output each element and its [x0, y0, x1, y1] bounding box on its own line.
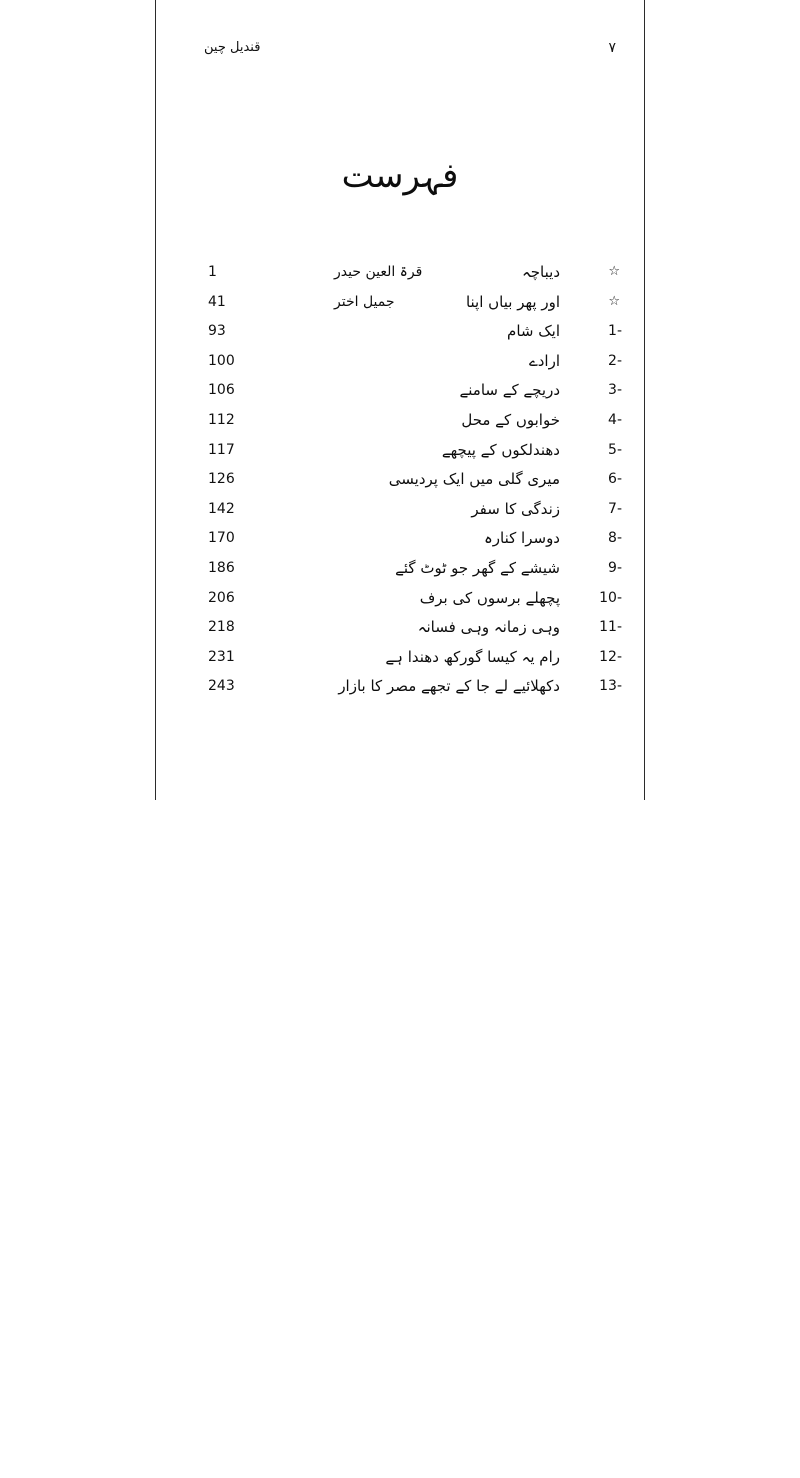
toc-page: 231: [208, 649, 248, 1449]
toc-title: شیشے کے گھر جو ٹوٹ گئے: [395, 558, 560, 577]
toc-title: ایک شام: [507, 322, 560, 341]
toc-author: قرۃ العین حیدر: [334, 264, 423, 280]
book-title: قندیل چین: [204, 40, 261, 55]
toc-page: 126: [208, 471, 248, 1271]
toc-entry: [156, 588, 644, 618]
toc-marker: -10: [599, 589, 622, 606]
page-number: ٧: [608, 40, 616, 56]
toc-marker: -8: [608, 530, 622, 547]
toc-author: جمیل اختر: [334, 293, 395, 310]
toc-marker: -6: [608, 471, 622, 488]
toc-marker: -11: [599, 619, 622, 636]
toc-marker: -7: [608, 500, 622, 517]
toc-page: 1: [208, 264, 248, 1064]
toc-title: زندگی کا سفر: [471, 499, 560, 518]
toc-title: دھندلکوں کے پیچھے: [441, 440, 560, 459]
running-head: [156, 40, 644, 70]
toc-title: خوابوں کے محل: [461, 410, 560, 429]
toc-marker: ☆: [608, 264, 620, 279]
toc-marker: -5: [608, 441, 622, 458]
toc-marker: -9: [608, 559, 622, 576]
table-of-contents: [156, 262, 644, 706]
toc-entry: [156, 469, 644, 499]
toc-page: 218: [208, 619, 248, 1419]
toc-title: وہی زمانہ وہی فسانہ: [417, 618, 560, 637]
toc-entry: [156, 410, 644, 440]
toc-marker: -1: [608, 323, 622, 340]
toc-entry: [156, 440, 644, 470]
toc-title: دوسرا کنارہ: [484, 529, 560, 548]
toc-page: 100: [208, 353, 248, 1153]
toc-marker: -4: [608, 411, 622, 428]
toc-entry: [156, 676, 644, 706]
toc-page: 93: [208, 323, 248, 1123]
toc-entry: [156, 351, 644, 381]
toc-marker: ☆: [608, 293, 620, 309]
toc-entry: [156, 321, 644, 351]
toc-entry: [156, 380, 644, 410]
toc-title: ارادے: [528, 351, 560, 370]
toc-page: 142: [208, 501, 248, 1301]
toc-page: 170: [208, 530, 248, 1330]
toc-entry: [156, 528, 644, 558]
toc-entry: [156, 499, 644, 529]
page-border-right: [644, 0, 645, 800]
toc-entry: [156, 558, 644, 588]
toc-title: میری گلی میں ایک پردیسی: [388, 470, 560, 489]
toc-page: 117: [208, 442, 248, 1242]
toc-title: اور پھر بیاں اپنا: [465, 292, 560, 311]
toc-page: 243: [208, 678, 248, 1478]
toc-title: رام یہ کیسا گورکھ دھندا ہے: [385, 647, 560, 666]
toc-marker: -2: [608, 352, 622, 369]
toc-marker: -13: [599, 678, 622, 695]
toc-title: دیباچہ: [521, 263, 560, 281]
page-content: [156, 0, 644, 800]
toc-marker: -3: [608, 382, 622, 399]
toc-page: 112: [208, 412, 248, 1212]
toc-title: دکھلائیے لے جا کے تجھے مصر کا بازار: [338, 677, 560, 696]
toc-page: 106: [208, 382, 248, 1182]
toc-entry: [156, 617, 644, 647]
toc-page: 41: [208, 294, 248, 1094]
toc-page: 206: [208, 590, 248, 1390]
toc-entry: [156, 647, 644, 677]
page-title: فہرست: [341, 156, 459, 196]
toc-page: 186: [208, 560, 248, 1360]
toc-entry: [156, 262, 644, 292]
toc-entry: [156, 292, 644, 322]
toc-title: دریچے کے سامنے: [459, 381, 560, 400]
toc-title: پچھلے برسوں کی برف: [419, 588, 560, 607]
toc-marker: -12: [599, 648, 622, 665]
